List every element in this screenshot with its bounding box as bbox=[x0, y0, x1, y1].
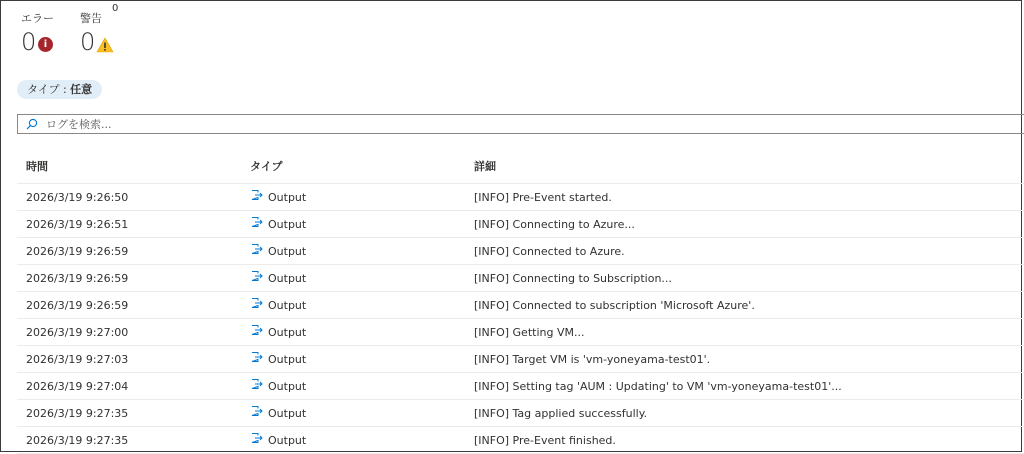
cell-detail: [INFO] Connected to subscription 'Microsoft Azure'. bbox=[474, 299, 755, 312]
output-arrow-icon bbox=[250, 378, 263, 390]
cell-time: 2026/3/19 9:26:59 bbox=[26, 245, 129, 258]
table-row[interactable] bbox=[17, 427, 1024, 454]
output-arrow-icon bbox=[250, 297, 263, 309]
cell-detail: [INFO] Connecting to Azure... bbox=[474, 218, 635, 231]
cell-detail: [INFO] Pre-Event finished. bbox=[474, 434, 616, 447]
log-search-box[interactable] bbox=[17, 114, 1024, 134]
column-header-detail[interactable]: 詳細 bbox=[474, 160, 496, 173]
table-row[interactable] bbox=[17, 184, 1024, 211]
cell-type bbox=[250, 188, 306, 202]
cell-type bbox=[250, 377, 306, 391]
table-header bbox=[17, 148, 1024, 184]
cell-type bbox=[250, 323, 306, 337]
cell-time: 2026/3/19 9:27:03 bbox=[26, 353, 129, 366]
cell-type bbox=[250, 242, 306, 256]
error-summary[interactable] bbox=[21, 10, 54, 56]
log-table bbox=[17, 148, 1024, 454]
table-row[interactable] bbox=[17, 292, 1024, 319]
output-arrow-icon bbox=[250, 270, 263, 282]
cell-detail: [INFO] Target VM is 'vm-yoneyama-test01'. bbox=[474, 353, 711, 366]
filter-value: 任意 bbox=[70, 83, 93, 96]
table-row[interactable] bbox=[17, 211, 1024, 238]
search-icon bbox=[26, 118, 38, 130]
warning-summary[interactable] bbox=[80, 10, 102, 56]
table-row[interactable] bbox=[17, 238, 1024, 265]
column-header-time[interactable]: 時間 bbox=[26, 160, 48, 173]
cell-time: 2026/3/19 9:26:59 bbox=[26, 272, 129, 285]
cell-type bbox=[250, 431, 306, 445]
cell-time: 2026/3/19 9:27:35 bbox=[26, 434, 129, 447]
filter-key: タイプ : bbox=[27, 83, 67, 96]
cell-type bbox=[250, 296, 306, 310]
error-badge-icon: i bbox=[38, 37, 53, 52]
warning-count: 0 bbox=[80, 28, 96, 56]
cell-detail: [INFO] Tag applied successfully. bbox=[474, 407, 648, 420]
cell-detail: [INFO] Connected to Azure. bbox=[474, 245, 625, 258]
type-label: Output bbox=[268, 298, 307, 312]
cell-time: 2026/3/19 9:27:35 bbox=[26, 407, 129, 420]
cell-type bbox=[250, 350, 306, 364]
cell-detail: [INFO] Getting VM... bbox=[474, 326, 585, 339]
cell-type bbox=[250, 215, 306, 229]
cell-time: 2026/3/19 9:26:59 bbox=[26, 299, 129, 312]
type-label: Output bbox=[268, 244, 307, 258]
type-label: Output bbox=[268, 352, 307, 366]
type-label: Output bbox=[268, 379, 307, 393]
cell-type bbox=[250, 404, 306, 418]
cell-type bbox=[250, 269, 306, 283]
table-row[interactable] bbox=[17, 400, 1024, 427]
output-arrow-icon bbox=[250, 243, 263, 255]
cell-time: 2026/3/19 9:26:51 bbox=[26, 218, 129, 231]
warning-triangle-icon bbox=[96, 37, 114, 53]
table-row[interactable] bbox=[17, 373, 1024, 400]
type-label: Output bbox=[268, 325, 307, 339]
cell-time: 2026/3/19 9:27:04 bbox=[26, 380, 129, 393]
search-input[interactable] bbox=[46, 115, 946, 133]
type-label: Output bbox=[268, 190, 307, 204]
output-arrow-icon bbox=[250, 351, 263, 363]
cell-detail: [INFO] Connecting to Subscription... bbox=[474, 272, 672, 285]
output-arrow-icon bbox=[250, 216, 263, 228]
error-count: 0 bbox=[21, 28, 37, 56]
cell-detail: [INFO] Pre-Event started. bbox=[474, 191, 612, 204]
output-arrow-icon bbox=[250, 405, 263, 417]
cell-detail: [INFO] Setting tag 'AUM : Updating' to VM 'vm-yoneyama-test01'... bbox=[474, 380, 842, 393]
info-count: 0 bbox=[112, 3, 119, 14]
cell-time: 2026/3/19 9:27:00 bbox=[26, 326, 129, 339]
table-row[interactable] bbox=[17, 265, 1024, 292]
type-label: Output bbox=[268, 271, 307, 285]
output-arrow-icon bbox=[250, 432, 263, 444]
table-body bbox=[17, 184, 1024, 454]
warning-label: 警告 bbox=[80, 12, 102, 25]
output-arrow-icon bbox=[250, 324, 263, 336]
column-header-type[interactable]: タイプ bbox=[250, 160, 283, 173]
error-label: エラー bbox=[21, 12, 54, 25]
output-arrow-icon bbox=[250, 189, 263, 201]
type-label: Output bbox=[268, 433, 307, 447]
cell-time: 2026/3/19 9:26:50 bbox=[26, 191, 129, 204]
type-label: Output bbox=[268, 217, 307, 231]
table-row[interactable] bbox=[17, 346, 1024, 373]
table-row[interactable] bbox=[17, 319, 1024, 346]
type-label: Output bbox=[268, 406, 307, 420]
type-filter-pill[interactable] bbox=[17, 80, 102, 99]
